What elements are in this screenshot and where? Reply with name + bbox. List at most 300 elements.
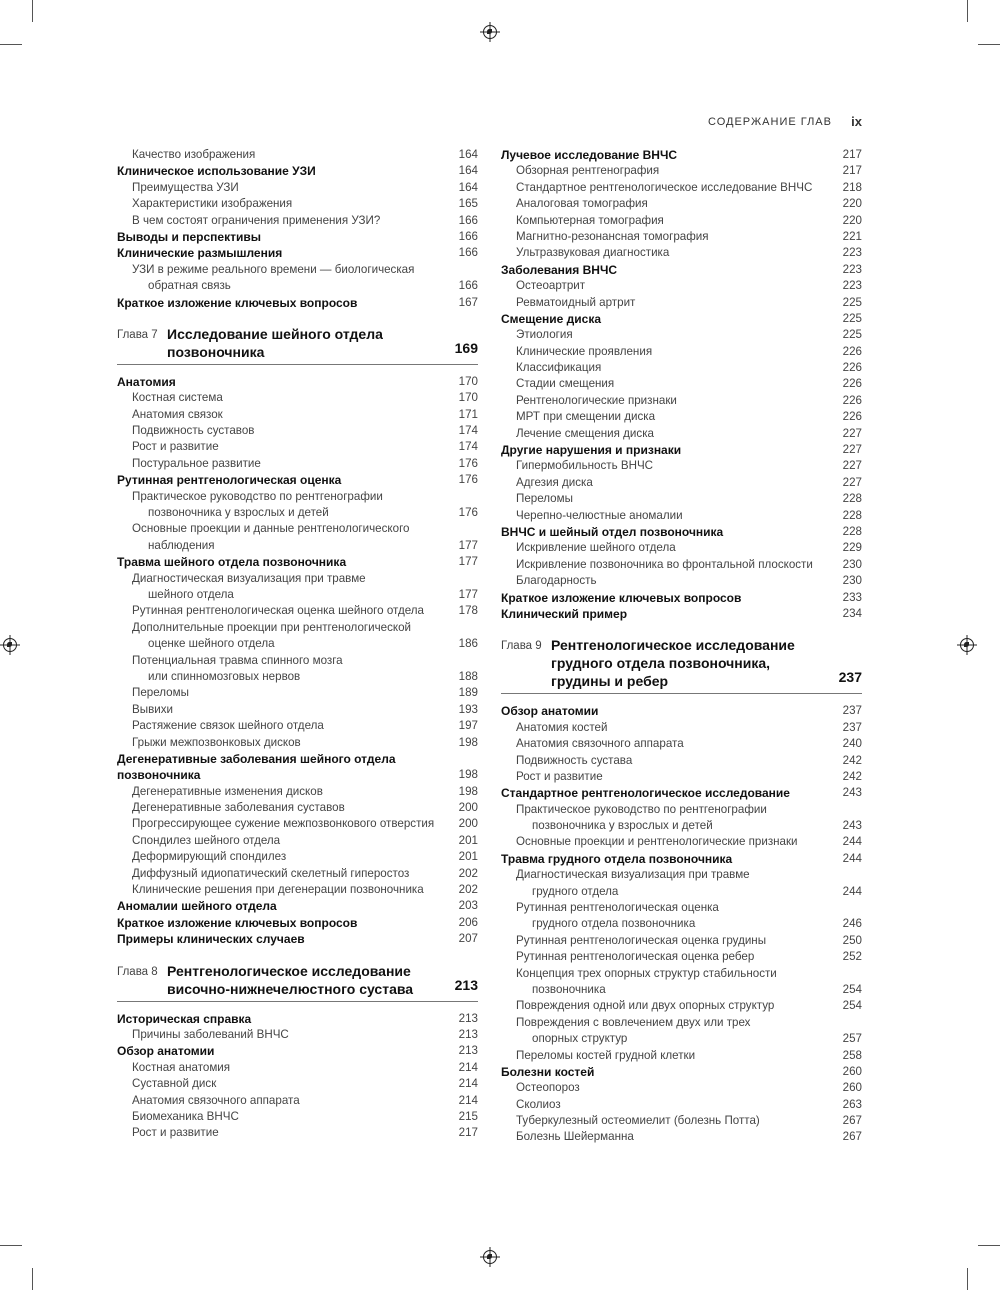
entry-title: Костная анатомия	[132, 1060, 231, 1074]
toc-section-entry[interactable]	[501, 262, 862, 278]
toc-subsection-entry[interactable]	[501, 327, 862, 343]
toc-subsection-entry[interactable]	[501, 540, 862, 556]
entry-title: Грыжи межпозвонковых дисков	[132, 735, 301, 749]
entry-title: Прогрессирующее сужение межпозвонкового отверстия	[132, 817, 435, 831]
toc-subsection-entry[interactable]	[117, 702, 478, 718]
entry-title: Смещение диска	[501, 311, 601, 326]
entry-page-number: 165	[458, 197, 478, 211]
entry-title: Травма грудного отдела позвоночника	[501, 851, 733, 866]
toc-subsection-entry[interactable]	[501, 982, 862, 998]
entry-page-number: 207	[458, 932, 478, 946]
entry-page-number: 223	[842, 279, 862, 293]
toc-subsection-entry[interactable]	[117, 147, 478, 163]
crop-mark	[978, 44, 1000, 45]
entry-title: Компьютерная томография	[516, 213, 664, 227]
entry-page-number: 198	[458, 768, 478, 782]
entry-page-number: 203	[458, 899, 478, 913]
crop-mark	[967, 1268, 968, 1290]
entry-page-number: 260	[842, 1081, 862, 1095]
entry-title: Стандартное рентгенологическое исследование	[501, 786, 790, 801]
entry-title: Основные проекции и рентгенологические признаки	[516, 835, 798, 849]
page-number: ix	[851, 114, 862, 129]
toc-subsection-entry[interactable]	[501, 900, 862, 916]
entry-title: Лучевое исследование ВНЧС	[501, 148, 678, 162]
entry-page-number: 226	[842, 377, 862, 391]
entry-page-number: 201	[458, 850, 478, 864]
entry-page-number: 227	[842, 459, 862, 473]
toc-subsection-entry[interactable]	[117, 278, 478, 294]
toc-section-entry[interactable]	[501, 311, 862, 327]
entry-page-number: 260	[842, 1064, 862, 1078]
entry-page-number: 267	[842, 1114, 862, 1128]
entry-title: Рутинная рентгенологическая оценка	[516, 901, 719, 915]
entry-page-number: 164	[458, 148, 478, 161]
entry-title: Черепно-челюстные аномалии	[516, 508, 683, 522]
toc-section-entry[interactable]	[501, 785, 862, 801]
entry-page-number: 246	[842, 917, 862, 931]
entry-title: Переломы	[516, 492, 573, 506]
entry-title: Анатомия связочного аппарата	[516, 737, 684, 751]
toc-subsection-entry[interactable]	[501, 180, 862, 196]
entry-title: Диагностическая визуализация при травме	[132, 571, 366, 585]
toc-subsection-entry[interactable]	[501, 949, 862, 965]
entry-title: Другие нарушения и признаки	[501, 443, 682, 458]
toc-subsection-entry[interactable]	[117, 456, 478, 472]
entry-page-number: 223	[842, 262, 862, 276]
toc-subsection-entry[interactable]	[501, 393, 862, 409]
toc-subsection-entry[interactable]	[501, 245, 862, 261]
entry-title: Диффузный идиопатический скелетный гиперостоз	[132, 866, 410, 880]
entry-title: Костная система	[132, 391, 223, 405]
toc-subsection-entry[interactable]	[501, 884, 862, 900]
entry-title: Обзор анатомии	[501, 704, 599, 719]
entry-title: В чем состоят ограничения применения УЗИ?	[132, 213, 381, 227]
entry-page-number: 226	[842, 361, 862, 375]
toc-subsection-entry[interactable]	[117, 833, 478, 849]
entry-page-number: 217	[458, 1126, 478, 1140]
entry-title: Примеры клинических случаев	[117, 932, 305, 947]
toc-subsection-entry[interactable]	[501, 802, 862, 818]
crop-mark	[32, 1268, 33, 1290]
entry-page-number: 252	[842, 950, 862, 964]
entry-title: Историческая справка	[117, 1011, 252, 1026]
toc-subsection-entry[interactable]	[501, 834, 862, 850]
entry-page-number: 186	[458, 637, 478, 651]
entry-page-number: 226	[842, 344, 862, 358]
chapter-heading[interactable]	[117, 325, 478, 365]
entry-title: Ревматоидный артрит	[516, 295, 636, 309]
entry-page-number: 174	[458, 424, 478, 438]
entry-title: Деформирующий спондилез	[132, 850, 287, 864]
toc-subsection-entry[interactable]	[117, 718, 478, 734]
entry-page-number: 254	[842, 982, 862, 996]
entry-page-number: 200	[458, 801, 478, 815]
toc-subsection-entry[interactable]	[117, 505, 478, 521]
entry-page-number: 166	[458, 229, 478, 243]
entry-title: Практическое руководство по рентгенографии	[516, 802, 767, 816]
toc-subsection-entry[interactable]	[117, 603, 478, 619]
entry-title: грудного отдела позвоночника	[532, 917, 696, 931]
entry-page-number: 243	[842, 819, 862, 833]
entry-page-number: 164	[458, 164, 478, 178]
toc-subsection-entry[interactable]	[117, 1109, 478, 1125]
entry-page-number: 193	[458, 702, 478, 716]
toc-subsection-entry[interactable]	[501, 933, 862, 949]
entry-page-number: 223	[842, 246, 862, 260]
entry-page-number: 166	[458, 279, 478, 293]
entry-page-number: 240	[842, 737, 862, 751]
entry-title: Ультразвуковая диагностика	[516, 246, 670, 260]
entry-page-number: 170	[458, 391, 478, 405]
toc-subsection-entry[interactable]	[117, 882, 478, 898]
entry-page-number: 237	[842, 704, 862, 718]
entry-page-number: 227	[842, 426, 862, 440]
entry-title: Клинические решения при дегенерации позвоночника	[132, 883, 424, 897]
toc-subsection-entry[interactable]	[501, 1031, 862, 1047]
toc-subsection-entry[interactable]	[117, 423, 478, 439]
entry-page-number: 176	[458, 456, 478, 470]
toc-subsection-entry[interactable]	[117, 1093, 478, 1109]
entry-page-number: 166	[458, 246, 478, 260]
entry-page-number: 214	[458, 1093, 478, 1107]
toc-subsection-entry[interactable]	[501, 753, 862, 769]
toc-subsection-entry[interactable]	[117, 521, 478, 537]
entry-title: Стандартное рентгенологическое исследование ВНЧС	[516, 180, 813, 194]
entry-title: Рост и развитие	[516, 769, 603, 783]
toc-subsection-entry[interactable]	[117, 816, 478, 832]
toc-section-entry[interactable]	[117, 931, 478, 947]
chapter-divider	[501, 693, 862, 694]
toc-section-entry[interactable]	[501, 703, 862, 719]
entry-title: Анатомия связочного аппарата	[132, 1093, 300, 1107]
entry-title: обратная связь	[148, 279, 231, 293]
entry-page-number: 171	[458, 407, 478, 421]
entry-title: Концепция трех опорных структур стабильности	[516, 966, 777, 980]
toc-subsection-entry[interactable]	[117, 213, 478, 229]
entry-page-number: 201	[458, 833, 478, 847]
entry-title: Рутинная рентгенологическая оценка шейного отдела	[132, 604, 424, 618]
toc-subsection-entry[interactable]	[117, 735, 478, 751]
registration-mark-icon	[483, 1250, 497, 1264]
toc-section-entry[interactable]	[117, 245, 478, 261]
entry-title: Адгезия диска	[516, 475, 593, 489]
toc-subsection-entry[interactable]	[117, 538, 478, 554]
crop-mark	[32, 0, 33, 22]
toc-subsection-entry[interactable]	[501, 163, 862, 179]
entry-title: Повреждения одной или двух опорных структур	[516, 999, 775, 1013]
entry-title: грудного отдела	[532, 884, 619, 898]
toc-section-entry[interactable]	[117, 898, 478, 914]
entry-page-number: 177	[458, 587, 478, 601]
entry-page-number: 200	[458, 817, 478, 831]
toc-subsection-entry[interactable]	[501, 867, 862, 883]
toc-subsection-entry[interactable]	[117, 685, 478, 701]
entry-title: Растяжение связок шейного отдела	[132, 719, 324, 733]
entry-title: Анатомия костей	[516, 720, 608, 734]
chapter-divider	[117, 1001, 478, 1002]
entry-page-number: 217	[842, 164, 862, 178]
toc-subsection-entry[interactable]	[501, 1129, 862, 1145]
entry-title: Рутинная рентгенологическая оценка грудины	[516, 933, 767, 947]
entry-title: Преимущества УЗИ	[132, 180, 239, 194]
entry-title: Болезнь Шейерманна	[516, 1130, 634, 1144]
toc-subsection-entry[interactable]	[117, 196, 478, 212]
entry-page-number: 218	[842, 180, 862, 194]
entry-page-number: 244	[842, 884, 862, 898]
entry-title: Рост и развитие	[132, 1126, 219, 1140]
entry-title: Обзор анатомии	[117, 1044, 215, 1059]
toc-subsection-entry[interactable]	[117, 489, 478, 505]
toc-subsection-entry[interactable]	[501, 229, 862, 245]
toc-subsection-entry[interactable]	[501, 344, 862, 360]
toc-subsection-entry[interactable]	[501, 376, 862, 392]
entry-title: Практическое руководство по рентгенографии	[132, 489, 383, 503]
entry-page-number: 176	[458, 506, 478, 520]
entry-title: Обзорная рентгенография	[516, 164, 660, 178]
toc-subsection-entry[interactable]	[501, 818, 862, 834]
entry-page-number: 244	[842, 851, 862, 865]
entry-page-number: 237	[842, 720, 862, 734]
entry-title: Благодарность	[516, 574, 597, 588]
chapter-divider	[117, 364, 478, 365]
entry-title: Дегенеративные заболевания шейного отдела	[117, 751, 396, 766]
toc-section-entry[interactable]	[117, 751, 478, 767]
toc-subsection-entry[interactable]	[117, 180, 478, 196]
entry-page-number: 225	[842, 328, 862, 342]
entry-title: Туберкулезный остеомиелит (болезнь Потта)	[516, 1114, 760, 1128]
toc-subsection-entry[interactable]	[117, 669, 478, 685]
toc-section-entry[interactable]	[501, 442, 862, 458]
toc-subsection-entry[interactable]	[117, 439, 478, 455]
registration-mark-icon	[3, 638, 17, 652]
entry-title: шейного отдела	[148, 587, 234, 601]
toc-section-entry[interactable]	[117, 1011, 478, 1027]
chapter-title	[167, 325, 478, 361]
entry-title: позвоночника	[117, 768, 201, 783]
entry-title: МРТ при смещении диска	[516, 410, 656, 424]
toc-subsection-entry[interactable]	[117, 620, 478, 636]
toc-section-entry[interactable]	[501, 147, 862, 163]
entry-page-number: 215	[458, 1109, 478, 1123]
entry-page-number: 198	[458, 784, 478, 798]
toc-subsection-entry[interactable]	[117, 390, 478, 406]
toc-subsection-entry[interactable]	[501, 213, 862, 229]
toc-subsection-entry[interactable]	[501, 196, 862, 212]
chapter-page-number: 213	[454, 976, 478, 993]
entry-title: Дополнительные проекции при рентгенологической	[132, 620, 412, 634]
entry-page-number: 198	[458, 735, 478, 749]
chapter-page-number: 169	[454, 339, 478, 356]
toc-section-entry[interactable]	[117, 295, 478, 311]
toc-subsection-entry[interactable]	[117, 1060, 478, 1076]
toc-subsection-entry[interactable]	[117, 407, 478, 423]
entry-title: позвоночника у взрослых и детей	[532, 819, 713, 833]
toc-subsection-entry[interactable]	[501, 409, 862, 425]
toc-subsection-entry[interactable]	[117, 866, 478, 882]
toc-subsection-entry[interactable]	[501, 557, 862, 573]
toc-subsection-entry[interactable]	[501, 998, 862, 1014]
entry-page-number: 243	[842, 786, 862, 800]
toc-subsection-entry[interactable]	[501, 720, 862, 736]
entry-page-number: 263	[842, 1097, 862, 1111]
toc-subsection-entry[interactable]	[501, 769, 862, 785]
entry-title: опорных структур	[532, 1032, 628, 1046]
toc-subsection-entry[interactable]	[501, 1113, 862, 1129]
entry-page-number: 242	[842, 753, 862, 767]
chapter-title	[167, 962, 478, 998]
toc-section-entry[interactable]	[117, 163, 478, 179]
toc-subsection-entry[interactable]	[501, 278, 862, 294]
entry-title: Искривление шейного отдела	[516, 541, 676, 555]
entry-title: Болезни костей	[501, 1064, 595, 1079]
toc-subsection-entry[interactable]	[501, 475, 862, 491]
entry-title: Дегенеративные изменения дисков	[132, 784, 323, 798]
entry-title: Краткое изложение ключевых вопросов	[501, 590, 742, 605]
toc-section-entry[interactable]	[501, 590, 862, 606]
toc-subsection-entry[interactable]	[501, 458, 862, 474]
toc-section-entry[interactable]	[501, 606, 862, 622]
toc-section-entry[interactable]	[117, 554, 478, 570]
chapter-title-line: Рентгенологическое исследование	[551, 637, 795, 654]
entry-title: ВНЧС и шейный отдел позвоночника	[501, 524, 724, 539]
toc-subsection-entry[interactable]	[117, 1076, 478, 1092]
entry-page-number: 221	[842, 229, 862, 243]
chapter-heading[interactable]	[117, 962, 478, 1002]
crop-mark	[978, 1245, 1000, 1246]
entry-page-number: 220	[842, 213, 862, 227]
entry-title: Заболевания ВНЧС	[501, 262, 618, 277]
entry-title: Краткое изложение ключевых вопросов	[117, 295, 358, 310]
entry-page-number: 202	[458, 883, 478, 897]
entry-title: Повреждения с вовлечением двух или трех	[516, 1015, 751, 1029]
entry-title: Рентгенологические признаки	[516, 393, 677, 407]
entry-title: Сколиоз	[516, 1097, 561, 1111]
entry-title: оценке шейного отдела	[148, 637, 275, 651]
entry-page-number: 164	[458, 180, 478, 194]
toc-section-entry[interactable]	[117, 767, 478, 783]
toc-subsection-entry[interactable]	[117, 800, 478, 816]
entry-page-number: 206	[458, 915, 478, 929]
toc-subsection-entry[interactable]	[501, 1015, 862, 1031]
toc-section-entry[interactable]	[501, 851, 862, 867]
entry-title: Основные проекции и данные рентгенологического	[132, 522, 410, 536]
entry-page-number: 258	[842, 1048, 862, 1062]
entry-title: Суставной диск	[132, 1077, 217, 1091]
toc-subsection-entry[interactable]	[501, 573, 862, 589]
entry-title: Лечение смещения диска	[516, 426, 654, 440]
toc-subsection-entry[interactable]	[117, 571, 478, 587]
entry-page-number: 254	[842, 999, 862, 1013]
toc-subsection-entry[interactable]	[117, 636, 478, 652]
toc-section-entry[interactable]	[117, 229, 478, 245]
registration-mark-icon	[960, 638, 974, 652]
entry-title: Рутинная рентгенологическая оценка	[117, 473, 342, 488]
entry-title: Аномалии шейного отдела	[117, 899, 277, 914]
entry-title: Вывихи	[132, 702, 173, 716]
entry-title: Анатомия связок	[132, 407, 223, 421]
toc-subsection-entry[interactable]	[117, 653, 478, 669]
toc-subsection-entry[interactable]	[501, 1097, 862, 1113]
entry-page-number: 244	[842, 835, 862, 849]
toc-subsection-entry[interactable]	[501, 1080, 862, 1096]
toc-subsection-entry[interactable]	[117, 1027, 478, 1043]
entry-title: Диагностическая визуализация при травме	[516, 868, 750, 882]
entry-page-number: 188	[458, 669, 478, 683]
toc-subsection-entry[interactable]	[501, 295, 862, 311]
entry-page-number: 213	[458, 1011, 478, 1025]
entry-page-number: 167	[458, 295, 478, 309]
entry-page-number: 226	[842, 410, 862, 424]
toc-subsection-entry[interactable]	[501, 1048, 862, 1064]
toc-subsection-entry[interactable]	[117, 784, 478, 800]
toc-section-entry[interactable]	[501, 1064, 862, 1080]
toc-section-entry[interactable]	[117, 915, 478, 931]
chapter-title-line: грудного отдела позвоночника,	[551, 655, 771, 672]
entry-title: Искривление позвоночника во фронтальной плоскости	[516, 557, 813, 571]
entry-page-number: 267	[842, 1130, 862, 1144]
entry-title: Переломы	[132, 686, 189, 700]
entry-title: Рутинная рентгенологическая оценка ребер	[516, 950, 755, 964]
chapter-heading[interactable]	[501, 636, 862, 694]
toc-subsection-entry[interactable]	[501, 508, 862, 524]
entry-title: Этиология	[516, 328, 573, 342]
toc-subsection-entry[interactable]	[501, 426, 862, 442]
chapter-title-line: грудины и ребер 237	[551, 669, 862, 690]
toc-subsection-entry[interactable]	[501, 916, 862, 932]
entry-page-number: 177	[458, 555, 478, 569]
entry-page-number: 242	[842, 769, 862, 783]
toc-section-entry[interactable]	[117, 374, 478, 390]
chapter-title-line: височно-нижнечелюстного сустава 213	[167, 976, 478, 997]
entry-title: Подвижность суставов	[132, 424, 255, 438]
toc-left-column	[117, 147, 478, 1142]
chapter-title-line: Рентгенологическое исследование	[167, 962, 411, 979]
toc-subsection-entry[interactable]	[117, 587, 478, 603]
entry-title: Характеристики изображения	[132, 197, 293, 211]
entry-page-number: 213	[458, 1044, 478, 1058]
entry-title: Краткое изложение ключевых вопросов	[117, 915, 358, 930]
toc-subsection-entry[interactable]	[117, 262, 478, 278]
entry-title: Остеопороз	[516, 1081, 580, 1095]
toc-subsection-entry[interactable]	[501, 491, 862, 507]
entry-page-number: 202	[458, 866, 478, 880]
toc-subsection-entry[interactable]	[501, 966, 862, 982]
entry-page-number: 230	[842, 557, 862, 571]
entry-title: Подвижность сустава	[516, 753, 633, 767]
toc-section-entry[interactable]	[501, 524, 862, 540]
entry-page-number: 230	[842, 574, 862, 588]
entry-title: Клинический пример	[501, 606, 628, 621]
entry-title: Травма шейного отдела позвоночника	[117, 555, 347, 570]
entry-page-number: 227	[842, 475, 862, 489]
entry-title: Гипермобильность ВНЧС	[516, 459, 654, 473]
toc-subsection-entry[interactable]	[501, 360, 862, 376]
entry-page-number: 228	[842, 492, 862, 506]
registration-mark-icon	[483, 25, 497, 39]
running-head-label: СОДЕРЖАНИЕ ГЛАВ	[708, 116, 832, 128]
toc-subsection-entry[interactable]	[117, 1125, 478, 1141]
entry-title: или спинномозговых нервов	[148, 669, 301, 683]
entry-page-number: 225	[842, 311, 862, 325]
crop-mark	[0, 44, 22, 45]
toc-subsection-entry[interactable]	[117, 849, 478, 865]
toc-section-entry[interactable]	[117, 1043, 478, 1059]
entry-title: позвоночника	[532, 982, 606, 996]
chapter-label: Глава 7	[117, 328, 158, 341]
toc-subsection-entry[interactable]	[501, 736, 862, 752]
entry-title: наблюдения	[148, 538, 215, 552]
toc-section-entry[interactable]	[117, 472, 478, 488]
